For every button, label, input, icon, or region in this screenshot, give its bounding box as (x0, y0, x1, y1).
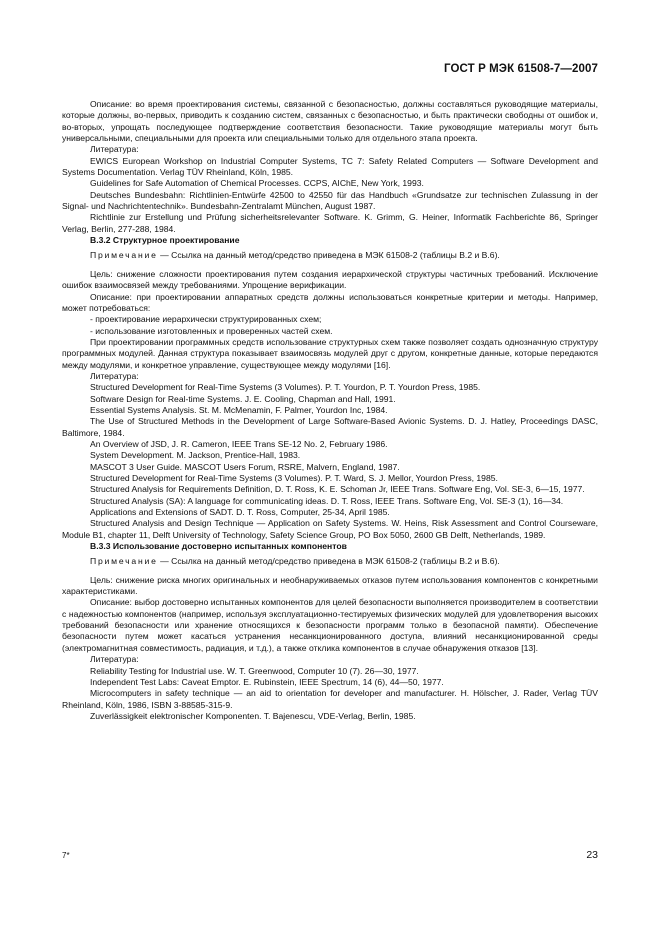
section-heading-b33: В.3.3 Использование достоверно испытанных компонентов (90, 541, 347, 552)
paragraph: Описание: во время проектирования системы, связанной с безопасностью, должны составляться руководящие материалы, которые должны, во-первых, приводить к созданию систем, связанных с безопасностью, и быть практически свободны от ошибок и, во-вторых, упрощать последующее подтверждение соответствия безопасности. Такие руководящие материалы могут быть универсальными, специальными для проекта или специальными только для отдельного этапа проекта. (62, 99, 598, 144)
reference-item: EWICS European Workshop on Industrial Computer Systems, TC 7: Safety Related Computers — Software Development and Systems Documentation. Verlag TÜV Rheinland, Köln, 1985. (62, 155, 598, 178)
paragraph: При проектировании программных средств использование структурных схем также позволяет создать однозначную структуру программных модулей. Данная структура показывает взаимосвязь модулей друг с другом, конкретные данные, которые передаются между модулями, и конкретное управление, существующее между модулями [16]. (62, 336, 598, 370)
reference-item: MASCOT 3 User Guide. MASCOT Users Forum, RSRE, Malvern, England, 1987. (90, 461, 400, 472)
paragraph: Цель: снижение риска многих оригинальных и необнаруживаемых отказов путем использования компонентов с конкретными характеристиками. (62, 574, 598, 597)
reference-item: Deutsches Bundesbahn: Richtlinien-Entwürfe 42500 to 42550 für das Handbuch «Grundsatze zur technischen Zulassung in der Signal- und Nachrichtentechnik». Bundesbahn-Zentralamt München, August 1987. (62, 189, 598, 212)
reference-item: Structured Development for Real-Time Systems (3 Volumes). P. T. Yourdon, P. T. Yourdon Press, 1985. (90, 382, 481, 393)
literature-label: Литература: (90, 654, 139, 665)
note-label: Примечание (90, 556, 158, 567)
reference-item: Independent Test Labs: Caveat Emptor. E. Rubinstein, IEEE Spectrum, 14 (6), 44—50, 1977. (90, 676, 444, 687)
page-content (62, 99, 598, 722)
note-label: Примечание (90, 250, 158, 261)
page-number: 23 (586, 849, 598, 861)
paragraph: Описание: при проектировании аппаратных средств должны использоваться конкретные критерии и методы. Например, может потребоваться: (62, 291, 598, 313)
footer-mark: 7* (62, 851, 70, 860)
reference-item: Microcomputers in safety technique — an aid to orientation for developer and manufacturer. H. Hölscher, J. Rader, Verlag TÜV Rheinland, Köln, 1986, ISBN 3-88585-315-9. (62, 688, 598, 710)
note (62, 556, 598, 567)
note-text: — Ссылка на данный метод/средство приведена в МЭК 61508-2 (таблицы В.2 и В.6). (157, 250, 500, 261)
reference-item: Structured Analysis and Design Technique — Application on Safety Systems. W. Heins, Risk Assessment and Control Courseware, Module B1, chapter 11, Delft University of Technology, Safety Science Group, PO Box 5050, 2600 GB Delft, Netherlands, 1989. (62, 518, 598, 540)
list-item: - использование изготовленных и проверенных частей схем. (90, 325, 333, 336)
literature-label: Литература: (90, 370, 139, 381)
literature-label: Литература: (90, 144, 139, 155)
reference-item: The Use of Structured Methods in the Development of Large Software-Based Avionic Systems. D. J. Hatley, Proceedings DASC, Baltimore, 1984. (62, 416, 598, 438)
reference-item: Zuverlässigkeit elektronischer Komponenten. T. Bajenescu, VDE-Verlag, Berlin, 1985. (90, 710, 416, 721)
reference-item: Reliability Testing for Industrial use. W. T. Greenwood, Computer 10 (7). 26—30, 1977. (90, 665, 419, 676)
reference-item: System Development. M. Jackson, Prentice-Hall, 1983. (90, 450, 301, 461)
list-item: - проектирование иерархически структурированных схем; (90, 314, 322, 325)
section-heading-b32: В.3.2 Структурное проектирование (90, 235, 240, 246)
reference-item: Structured Analysis for Requirements Definition, D. T. Ross, K. E. Schoman Jr, IEEE Trans. Software Eng, Vol. SE-3, 6—15, 1977. (90, 484, 585, 495)
reference-item: Software Design for Real-time Systems. J. E. Cooling, Chapman and Hall, 1991. (90, 393, 396, 404)
reference-item: An Overview of JSD, J. R. Cameron, IEEE Trans SE-12 No. 2, February 1986. (90, 438, 388, 449)
reference-item: Guidelines for Safe Automation of Chemical Processes. CCPS, AIChE, New York, 1993. (90, 178, 424, 189)
reference-item: Essential Systems Analysis. St. M. McMenamin, F. Palmer, Yourdon Inc, 1984. (90, 404, 388, 415)
reference-item: Richtlinie zur Erstellung und Prüfung sicherheitsrelevanter Software. K. Grimm, G. Heiner, Informatik Fachberichte 86, Springer Verlag, Berlin, 277-288, 1984. (62, 212, 598, 234)
paragraph: Описание: выбор достоверно испытанных компонентов для целей безопасности выполняется производителем в соответствии с надежностью компонентов (например, используя эксплуатационно-тестируемых физических модулей для удовлетворения высоких требований безопасности или хранение относящихся к безопасности программ только в безопасной памяти). Обеспечение безопасности путем может касаться устранения несанкционированного доступа, влияний несанкционированной среды (электромагнитная совместимость, радиация, и т.д.), а также отклика компонентов в случае обнаружения отказов [13]. (62, 597, 598, 653)
note-text: — Ссылка на данный метод/средство приведена в МЭК 61508-2 (таблицы В.2 и В.6). (157, 556, 500, 567)
reference-item: Applications and Extensions of SADT. D. T. Ross, Computer, 25-34, April 1985. (90, 507, 390, 518)
note (62, 250, 598, 261)
paragraph: Цель: снижение сложности проектирования путем создания иерархической структуры частичных требований. Исключение ошибок взаимосвязей между требованиями. Упрощение верификации. (62, 268, 598, 291)
reference-item: Structured Analysis (SA): A language for communicating ideas. D. T. Ross, IEEE Trans. Software Eng, Vol. SE-3 (1), 16—34. (90, 495, 564, 506)
standard-header: ГОСТ Р МЭК 61508-7—2007 (444, 63, 598, 75)
reference-item: Structured Development for Real-Time Systems (3 Volumes). P. T. Ward, S. J. Mellor, Yourdon Press, 1985. (90, 473, 498, 483)
